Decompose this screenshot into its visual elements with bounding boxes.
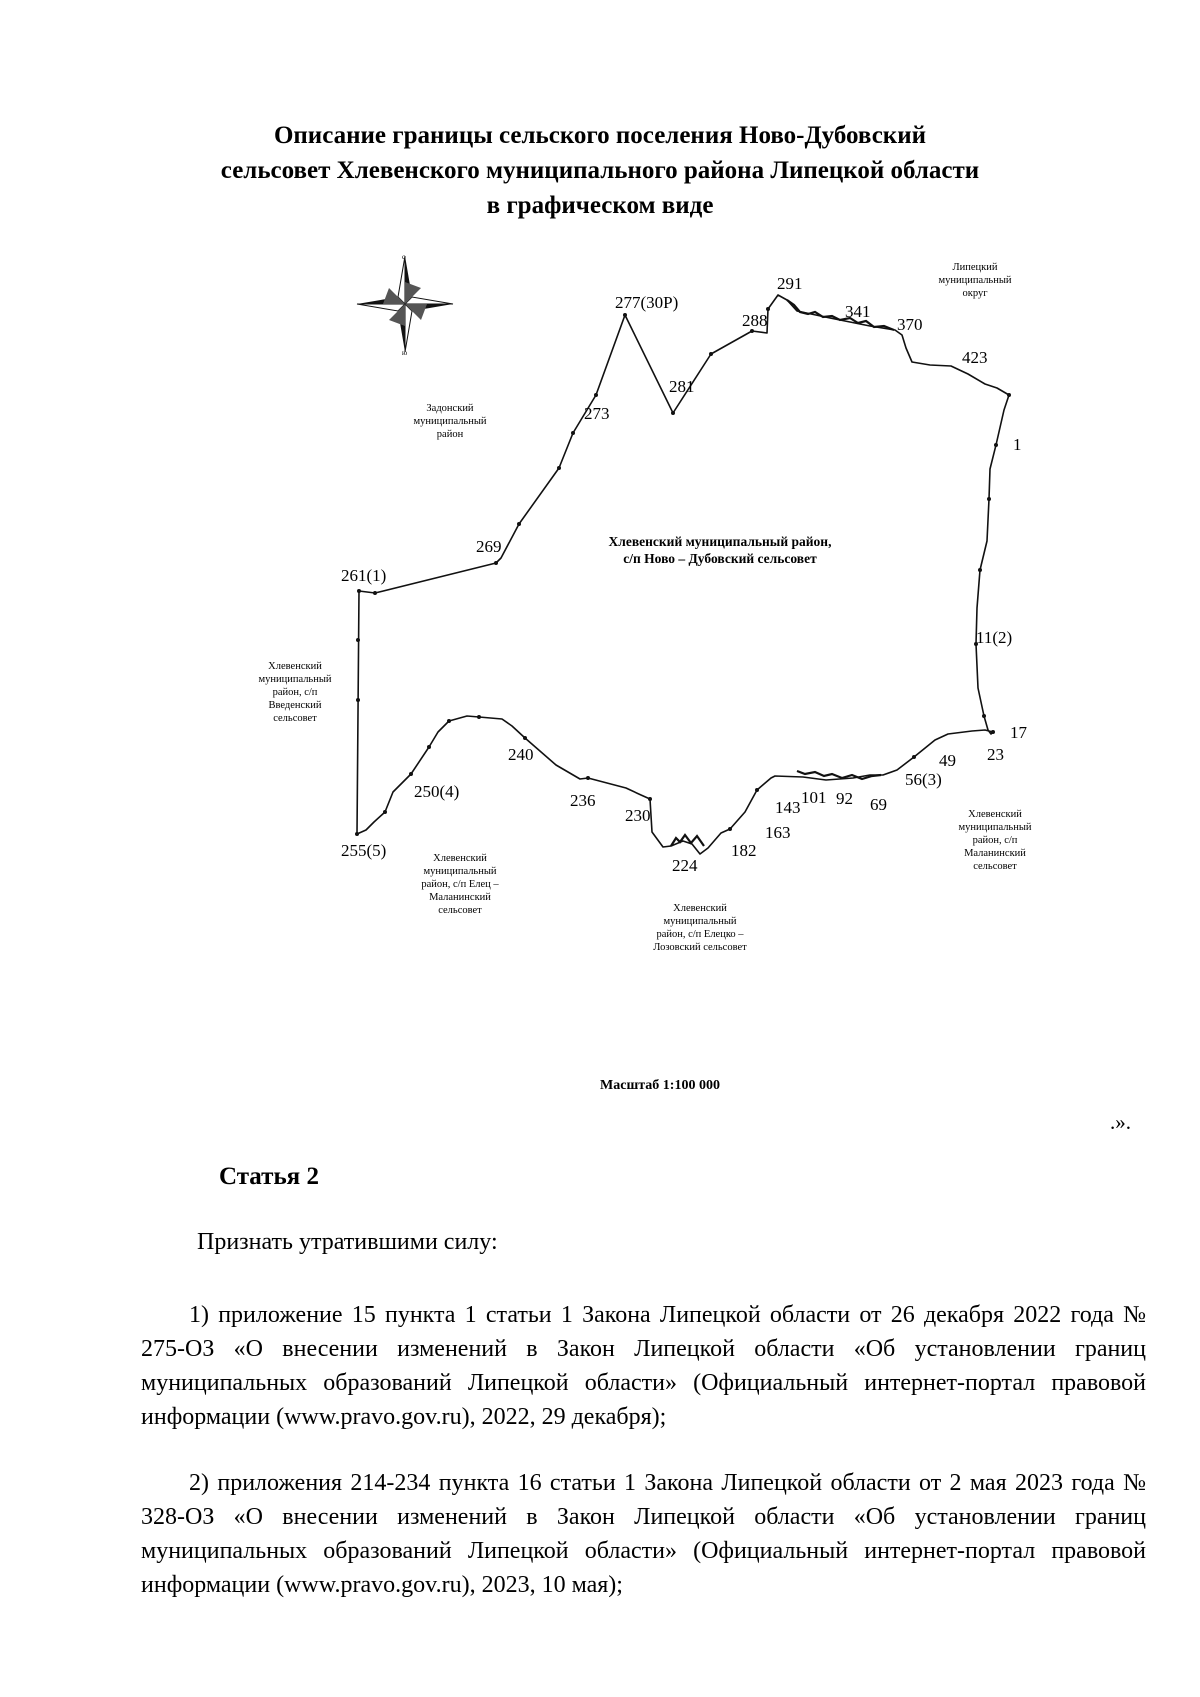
region-elets-malaninsky	[395, 852, 525, 917]
compass-north-label: с	[402, 253, 406, 261]
point-label: 11(2)	[976, 628, 1013, 647]
region-malan-line: муниципальный	[958, 822, 1032, 833]
title-line-1: Описание границы сельского поселения Ново-Дубовский	[273, 122, 927, 149]
point-label: 291	[777, 274, 803, 293]
region-zadonsk	[400, 402, 500, 441]
region-malaninsky	[940, 808, 1050, 873]
region-lipetsk-okrug	[925, 261, 1025, 300]
region-elets-malan-line: муниципальный	[423, 866, 497, 877]
region-malan-line: Хлевенский	[968, 809, 1022, 820]
point-label: 69	[870, 795, 887, 814]
article-heading: Статья 2	[219, 1163, 319, 1190]
point-label: 1	[1013, 435, 1022, 454]
region-malan-line: сельсовет	[973, 861, 1017, 872]
compass-south-label: ю	[402, 349, 408, 357]
compass-rose-icon	[357, 256, 453, 352]
region-elets-malan-line: Маланинский	[429, 892, 491, 903]
region-elets-loz-line: район, с/п Елецко –	[656, 929, 744, 940]
point-label: 92	[836, 789, 853, 808]
article-item-2: 2) приложения 214-234 пункта 16 статьи 1 Закона Липецкой области от 2 мая 2023 года № 328-ОЗ «О внесении изменений в Закон Липецкой области «Об установлении границ муниципальных образований Липецкой области» (Официальный интернет-портал правовой информации (www.pravo.gov.ru), 2023, 10 мая);	[141, 1470, 1146, 1598]
point-label: 143	[775, 798, 801, 817]
region-novo-dubovsky	[560, 533, 880, 567]
point-label: 101	[801, 788, 827, 807]
region-zadonsk-line: Задонский	[426, 403, 474, 414]
closing-quote: .».	[1110, 1110, 1131, 1134]
region-elets-malan-line: район, с/п Елец –	[421, 879, 499, 890]
region-vvedensky-line: муниципальный	[258, 674, 332, 685]
region-vvedensky-line: район, с/п	[272, 687, 318, 698]
region-malan-line: Маланинский	[964, 848, 1026, 859]
point-label: 281	[669, 377, 695, 396]
region-lipetsk-line: округ	[962, 288, 988, 299]
map-scale: Масштаб 1:100 000	[600, 1078, 720, 1093]
region-zadonsk-line: район	[436, 429, 464, 440]
region-center-line: Хлевенский муниципальный район,	[608, 534, 832, 549]
point-label: 236	[570, 791, 596, 810]
region-center-line: с/п Ново – Дубовский сельсовет	[623, 551, 817, 566]
article-intro: Признать утратившими силу:	[197, 1229, 498, 1255]
title-line-3: в графическом виде	[486, 192, 714, 219]
point-label: 273	[584, 404, 610, 423]
point-label: 423	[962, 348, 988, 367]
region-vvedensky	[235, 660, 355, 725]
point-label: 288	[742, 311, 768, 330]
region-eletsko-lozovsky	[630, 902, 770, 954]
region-elets-loz-line: Лозовский сельсовет	[653, 942, 747, 953]
point-label: 269	[476, 537, 502, 556]
point-label: 49	[939, 751, 956, 770]
boundary-detail-north	[787, 300, 894, 330]
point-label: 56(3)	[905, 770, 942, 789]
point-label: 370	[897, 315, 923, 334]
point-label: 277(30Р)	[615, 293, 679, 312]
point-label: 255(5)	[341, 841, 387, 860]
article-item-1: 1) приложение 15 пункта 1 статьи 1 Закона Липецкой области от 26 декабря 2022 года № 275-ОЗ «О внесении изменений в Закон Липецкой области «Об установлении границ муниципальных образований Липецкой области» (Официальный интернет-портал правовой информации (www.pravo.gov.ru), 2022, 29 декабря);	[141, 1302, 1146, 1430]
region-elets-malan-line: Хлевенский	[433, 853, 487, 864]
point-label: 230	[625, 806, 651, 825]
point-label: 261(1)	[341, 566, 387, 585]
region-malan-line: район, с/п	[972, 835, 1018, 846]
point-label: 224	[672, 856, 698, 875]
title-line-2: сельсовет Хлевенского муниципального района Липецкой области	[220, 157, 980, 184]
point-label: 341	[845, 302, 871, 321]
region-vvedensky-line: сельсовет	[273, 713, 317, 724]
region-vvedensky-line: Хлевенский	[268, 661, 322, 672]
region-elets-malan-line: сельсовет	[438, 905, 482, 916]
region-elets-loz-line: Хлевенский	[673, 903, 727, 914]
point-label: 250(4)	[414, 782, 460, 801]
region-zadonsk-line: муниципальный	[413, 416, 487, 427]
region-lipetsk-line: Липецкий	[952, 262, 998, 273]
point-label: 23	[987, 745, 1004, 764]
region-lipetsk-line: муниципальный	[938, 275, 1012, 286]
point-label: 182	[731, 841, 757, 860]
point-label: 163	[765, 823, 791, 842]
point-label: 240	[508, 745, 534, 764]
point-label: 17	[1010, 723, 1027, 742]
region-vvedensky-line: Введенский	[268, 700, 322, 711]
region-elets-loz-line: муниципальный	[663, 916, 737, 927]
